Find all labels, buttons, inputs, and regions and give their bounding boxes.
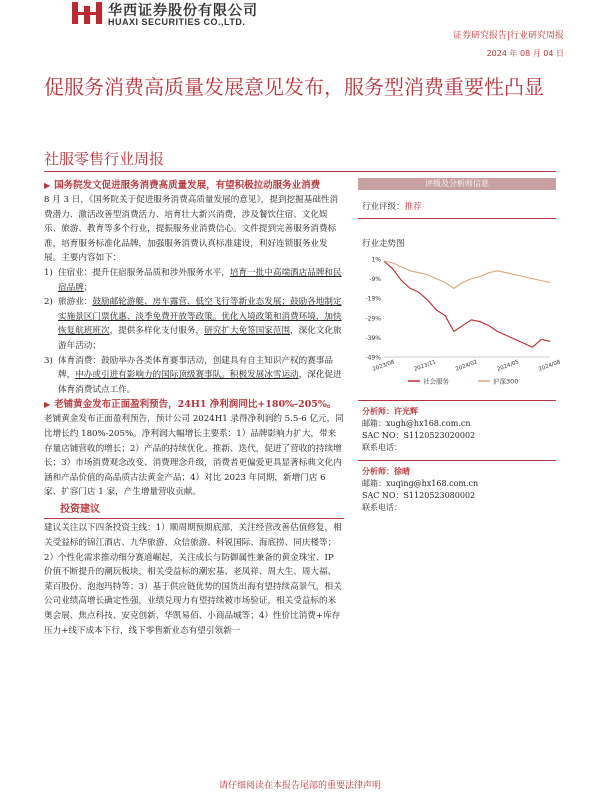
x-tick-label: 2024/05 [496, 359, 520, 373]
rating-banner: 评级及分析师信息 [358, 178, 556, 190]
analyst-phone: 联系电话： [362, 503, 402, 512]
header-rule [44, 171, 556, 172]
analyst-name: 徐晴 [394, 466, 410, 476]
series-line [384, 261, 550, 288]
y-tick-label: -9% [369, 276, 381, 284]
legend-label: 沪深300 [493, 377, 519, 386]
company-name-cn: 华西证券股份有限公司 [108, 3, 258, 19]
y-tick-label: -49% [365, 354, 381, 362]
analyst-sac: SAC NO：S1120523020002 [362, 431, 476, 440]
report-title: 促服务消费高质量发展意见发布，服务型消费重要性凸显 [44, 75, 544, 99]
analyst-card: 分析师：许光辉 邮箱：xugh@hx168.com.cn SAC NO：S1120523020002 联系电话： [358, 400, 556, 454]
trend-chart [358, 253, 562, 393]
analyst-sac: SAC NO：S1120523080002 [362, 491, 476, 500]
report-type: 证券研究报告|行业研究周报 [452, 31, 564, 41]
x-tick-label: 2023/11 [413, 359, 437, 373]
y-tick-label: -19% [365, 295, 381, 303]
section-earnings-title: ▶ 老铺黄金发布正面盈利预告，24H1 净利润同比+180%-205%。 [44, 399, 337, 411]
company-name-en: HUAXI SECURITIES CO.,LTD. [108, 17, 246, 27]
list-item: 1) 住宿业：提升住宿服务品质和涉外服务水平，培育一批中高端酒店品牌和民宿品牌； [44, 267, 342, 293]
report-date: 2024 年 08 月 04 日 [486, 49, 564, 58]
industry-rating: 行业评级：推荐 [362, 202, 422, 212]
analyst-phone: 联系电话： [362, 443, 402, 452]
section-earnings-body: 老铺黄金发布正面盈利预告，预计公司 2024H1 录得净利润约 5.5-6 亿元，同比增长约 180%-205%。净利润大幅增长主要系：1）品牌影响力扩大，带来存量店铺营收的增长；2）产品的持续优化、推新、迭代，促进了营收的持续增长；3）市场消费观念改变、消费理念升级，消费者更偏爱更具显著标典文化内涵和产品价值的高品质古法黄金产品；4）对比 2023 年同期，新增门店 6 家、扩容门店 1 家，产生增量营收贡献。 [44, 414, 344, 498]
list-item: 2) 旅游业：鼓励邮轮游艇、房车露营、低空飞行等新业态发展；鼓励各地制定实施景区门票优惠、淡季免费开放等政策。优化入境政策和消费环境，加快恢复航班班次，提供多样化支付服务，研究扩大免签国家范围，深化文化旅游年活动； [44, 297, 342, 351]
analyst-name: 许光辉 [394, 406, 418, 416]
list-item: 3) 体育消费：鼓励举办各类体育赛事活动，创建具有自主知识产权的赛事品牌，申办或引进有影响力的国际顶级赛事队。积极发展冰雪运动，深化促进体育消费试点工作。 [44, 355, 342, 395]
analyst-email: 邮箱：xuqing@hx168.com.cn [362, 479, 479, 488]
triangle-bullet-icon: ▶ [44, 180, 51, 190]
y-tick-label: 1% [371, 256, 381, 264]
trend-chart-title: 行业走势图 [362, 239, 405, 249]
analyst-card: 分析师：徐晴 邮箱：xuqing@hx168.com.cn SAC NO：S1120523080002 联系电话： [358, 460, 556, 514]
triangle-bullet-icon: ▶ [44, 399, 51, 410]
series-line [384, 261, 550, 347]
sidebar [358, 178, 562, 514]
x-tick-label: 2024/02 [454, 359, 479, 373]
section-policy-intro: 8 月 3 日，《国务院关于促进服务消费高质量发展的意见》，提到挖掘基础性消费潜力、激活改善型消费活力、培育壮大新兴消费，涉及餐饮住宿、文化娱乐、旅游、教育等多个行业，提振服务业消费信心。文件提到完善服务消费标准，培育服务标准化品牌，加强服务消费认真标准建设，利好连锁服务业发展。主要内容如下： [44, 195, 339, 264]
report-subtitle: 社服零售行业周报 [44, 150, 165, 168]
legend-label: 社会服务 [423, 377, 449, 386]
section-invest-body: 建议关注以下四条投资主线：1）顺周期预期底部，关注经营改善估值修复，相关受益标的锦江酒店、九华旅游、众信旅游、科锐国际、海底捞、同庆楼等；2）个性化需求推动细分赛道崛起，关注成长与防御属性兼备的黄金珠宝、IP 价值不断提升的潮玩板块，相关受益标的潮宏基、老凤祥、周大生、周大福、菜百股份、泡泡玛特等；3）基于供应链优势的国货出海有望持续高景气，相关公司业绩高增长确定性强，业绩兑现力有望持续被市场验证，相关受益标的米奥会展、焦点科技、安克创新、华凯易佰、小商品城等；4）性价比消费+库存压力+线下成本下行，线下零售新业态有望引领新一 [44, 523, 342, 636]
legal-footer: 请仔细阅读在本报告尾部的重要法律声明 [218, 781, 381, 791]
x-tick-label: 2023/08 [371, 359, 396, 373]
huaxi-logo-icon [72, 2, 102, 24]
section-invest-title: 投资建议 [44, 503, 344, 520]
rating-rule [358, 218, 556, 219]
y-tick-label: -39% [365, 334, 381, 342]
analyst-email: 邮箱：xugh@hx168.com.cn [362, 419, 471, 428]
y-tick-label: -29% [365, 315, 381, 323]
x-tick-label: 2024/08 [537, 359, 562, 373]
section-policy-title: ▶ 国务院发文促进服务消费高质量发展，有望积极拉动服务业消费 [44, 180, 321, 191]
main-content [44, 178, 344, 638]
